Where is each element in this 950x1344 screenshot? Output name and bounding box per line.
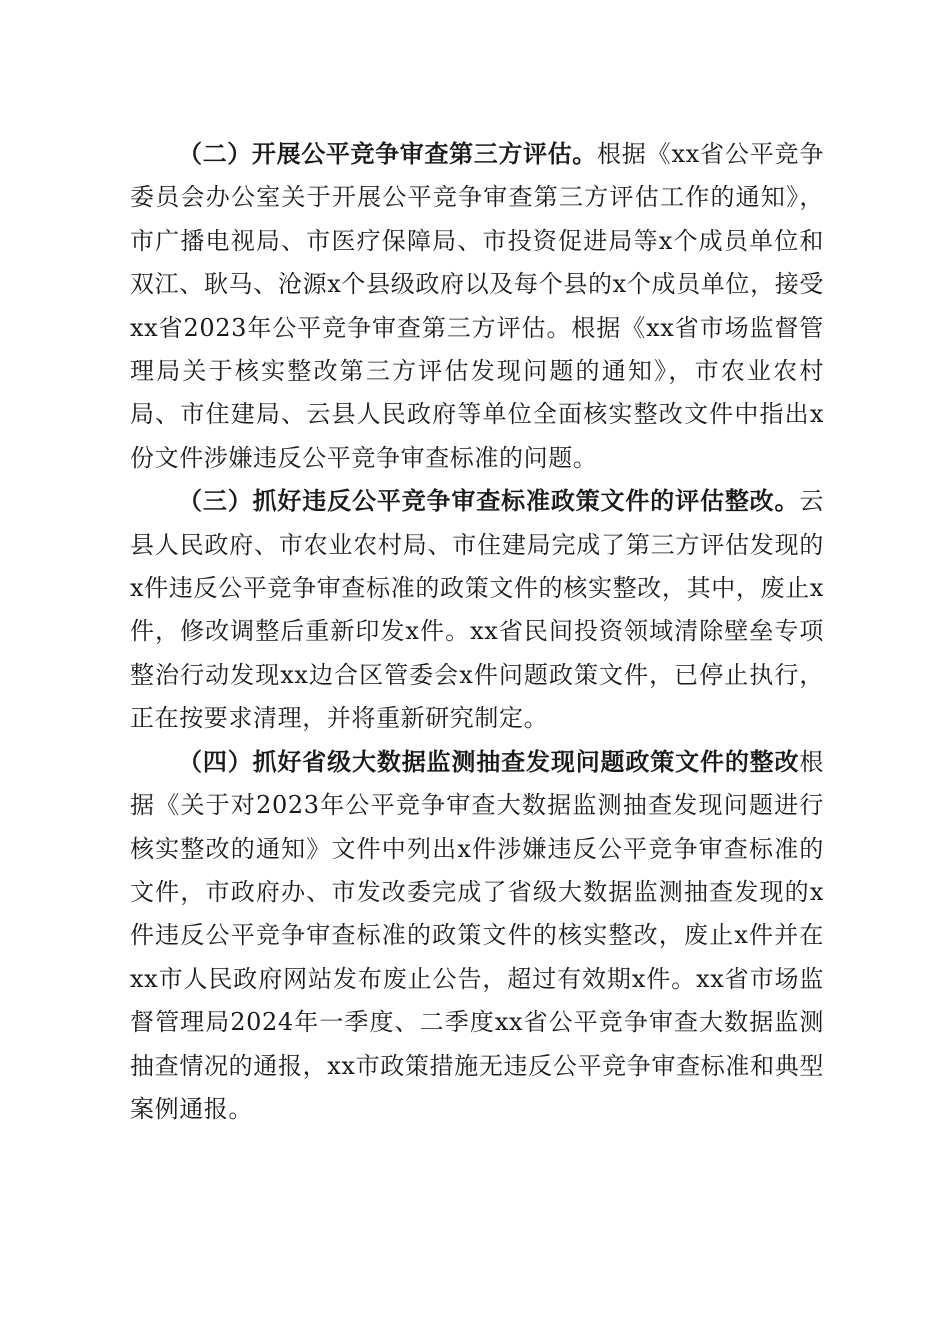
paragraph-section-4 xyxy=(130,741,824,1132)
section-3-heading: （三）抓好违反公平竞争审查标准政策文件的评估整改。 xyxy=(178,487,800,516)
paragraph-section-3 xyxy=(130,480,824,740)
section-4-text: 根据《关于对2023年公平竞争审查大数据监测抽查发现问题进行核实整改的通知》文件中列出x件涉嫌违反公平竞争审查标准的文件，市政府办、市发改委完成了省级大数据监测抽查发现的x件违反公平竞争审查标准的政策文件的核实整改，废止x件并在xx市人民政府网站发布废止公告，超过有效期x件。xx省市场监督管理局2024年一季度、二季度xx省公平竞争审查大数据监测抽查情况的通报，xx市政策措施无违反公平竞争审查标准和典型案例通报。 xyxy=(130,747,824,1123)
section-2-heading: （二）开展公平竞争审查第三方评估。 xyxy=(178,140,597,168)
section-3-text: 云县人民政府、市农业农村局、市住建局完成了第三方评估发现的x件违反公平竞争审查标准的政策文件的核实整改，其中，废止x件，修改调整后重新印发x件。xx省民间投资领域清除壁垒专项整治行动发现xx边合区管委会x件问题政策文件，已停止执行，正在按要求清理，并将重新研究制定。 xyxy=(130,487,824,733)
section-2-text: 根据《xx省公平竞争委员会办公室关于开展公平竞争审查第三方评估工作的通知》，市广播电视局、市医疗保障局、市投资促进局等x个成员单位和双江、耿马、沧源x个县级政府以及每个县的x个成员单位，接受xx省2023年公平竞争审查第三方评估。根据《xx省市场监督管理局关于核实整改第三方评估发现问题的通知》，市农业农村局、市住建局、云县人民政府等单位全面核实整改文件中指出x份文件涉嫌违反公平竞争审查标准的问题。 xyxy=(130,140,824,472)
section-4-heading: （四）抓好省级大数据监测抽查发现问题政策文件的整改 xyxy=(178,747,800,776)
paragraph-section-2 xyxy=(130,133,824,480)
document-body xyxy=(130,133,824,1131)
